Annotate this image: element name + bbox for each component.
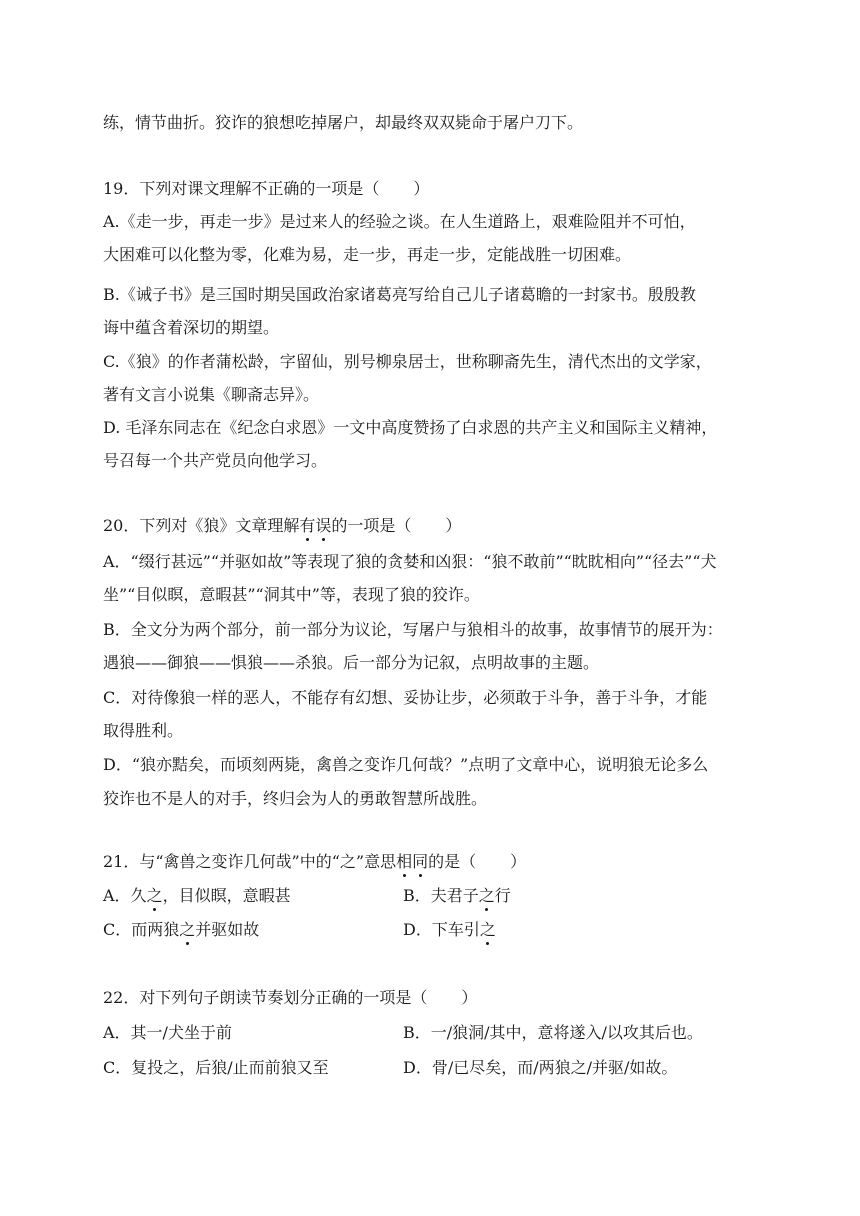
question-20-option-d-line1: D．“狼亦黠矣，而顷刻两毙，禽兽之变诈几何哉？”点明了文章中心，说明狼无论多么: [103, 755, 709, 774]
intro-paragraph-line: 练，情节曲折。狡诈的狼想吃掉屠户，却最终双双毙命于屠户刀下。: [103, 113, 584, 132]
emphasis-dot-char: 之: [179, 920, 196, 939]
question-19-option-c-line1: C.《狼》的作者蒲松龄，字留仙，别号柳泉居士，世称聊斋先生，清代杰出的文学家，: [103, 352, 712, 371]
question-20-option-d-line2: 狡诈也不是人的对手，终归会为人的勇敢智慧所战胜。: [103, 789, 488, 808]
question-20-option-a-line2: 坐”“目似瞑，意暇甚”“洞其中”等，表现了狼的狡诈。: [103, 585, 480, 604]
question-19-option-b-line1: B.《诫子书》是三国时期吴国政治家诸葛亮写给自己儿子诸葛瞻的一封家书。殷殷教: [103, 285, 696, 304]
question-20-option-b-line1: B．全文分为两个部分，前一部分为议论，写屠户与狼相斗的故事，故事情节的展开为：: [103, 620, 723, 639]
question-20-stem: 20．下列对《狼》文章理解有误的一项是（ ）: [103, 516, 462, 535]
question-22-option-d: D．骨/已尽矣，而/两狼之/并驱/如故。: [403, 1058, 678, 1077]
emphasis-dot-char: 有: [299, 516, 316, 535]
question-22-option-b: B．一/狼洞/其中，意将遂入/以攻其后也。: [403, 1023, 703, 1042]
question-20-option-b-line2: 遇狼——御狼——惧狼——杀狼。后一部分为记叙，点明故事的主题。: [103, 653, 600, 672]
question-19-option-d-line2: 号召每一个共产党员向他学习。: [103, 451, 328, 470]
question-20-option-c-line1: C．对待像狼一样的恶人，不能存有幻想、妥协让步，必须敢于斗争，善于斗争，才能: [103, 688, 708, 707]
question-21-option-c: C．而两狼之并驱如故: [103, 920, 260, 939]
question-19-option-a-line1: A.《走一步，再走一步》是过来人的经验之谈。在人生道路上，艰难险阻并不可怕，: [103, 212, 696, 231]
question-21-option-d: D．下车引之: [403, 920, 496, 939]
emphasis-dot-char: 之: [478, 886, 495, 905]
question-20-option-a-line1: A．“缀行甚远”“并驱如故”等表现了狼的贪婪和凶狠：“狼不敢前”“眈眈相向”“径去”“犬: [103, 552, 717, 571]
question-22-option-a: A．其一/犬坐于前: [103, 1023, 232, 1042]
question-21-option-b: B．夫君子之行: [403, 886, 511, 905]
emphasis-dot-char: 误: [315, 516, 332, 535]
emphasis-dot-char: 之: [479, 920, 496, 939]
question-21-option-a: A．久之，目似瞑，意暇甚: [103, 886, 291, 905]
emphasis-dot-char: 之: [146, 886, 163, 905]
question-19-option-b-line2: 诲中蕴含着深切的期望。: [103, 318, 280, 337]
emphasis-dot-char: 相: [396, 852, 413, 871]
question-22-stem: 22．对下列句子朗读节奏划分正确的一项是（ ）: [103, 988, 478, 1007]
emphasis-dot-char: 同: [412, 852, 429, 871]
question-19-option-c-line2: 著有文言小说集《聊斋志异》。: [103, 385, 320, 404]
question-19-stem: 19．下列对课文理解不正确的一项是（ ）: [103, 179, 430, 198]
question-20-option-c-line2: 取得胜利。: [103, 721, 184, 740]
question-21-stem: 21．与“禽兽之变诈几何哉”中的“之”意思相同的是（ ）: [103, 852, 527, 871]
question-19-option-a-line2: 大困难可以化整为零，化难为易，走一步，再走一步，定能战胜一切困难。: [103, 245, 632, 264]
question-22-option-c: C．复投之，后狼/止而前狼又至: [103, 1058, 329, 1077]
question-19-option-d-line1: D. 毛泽东同志在《纪念白求恩》一文中高度赞扬了白求恩的共产主义和国际主义精神，: [103, 418, 718, 437]
